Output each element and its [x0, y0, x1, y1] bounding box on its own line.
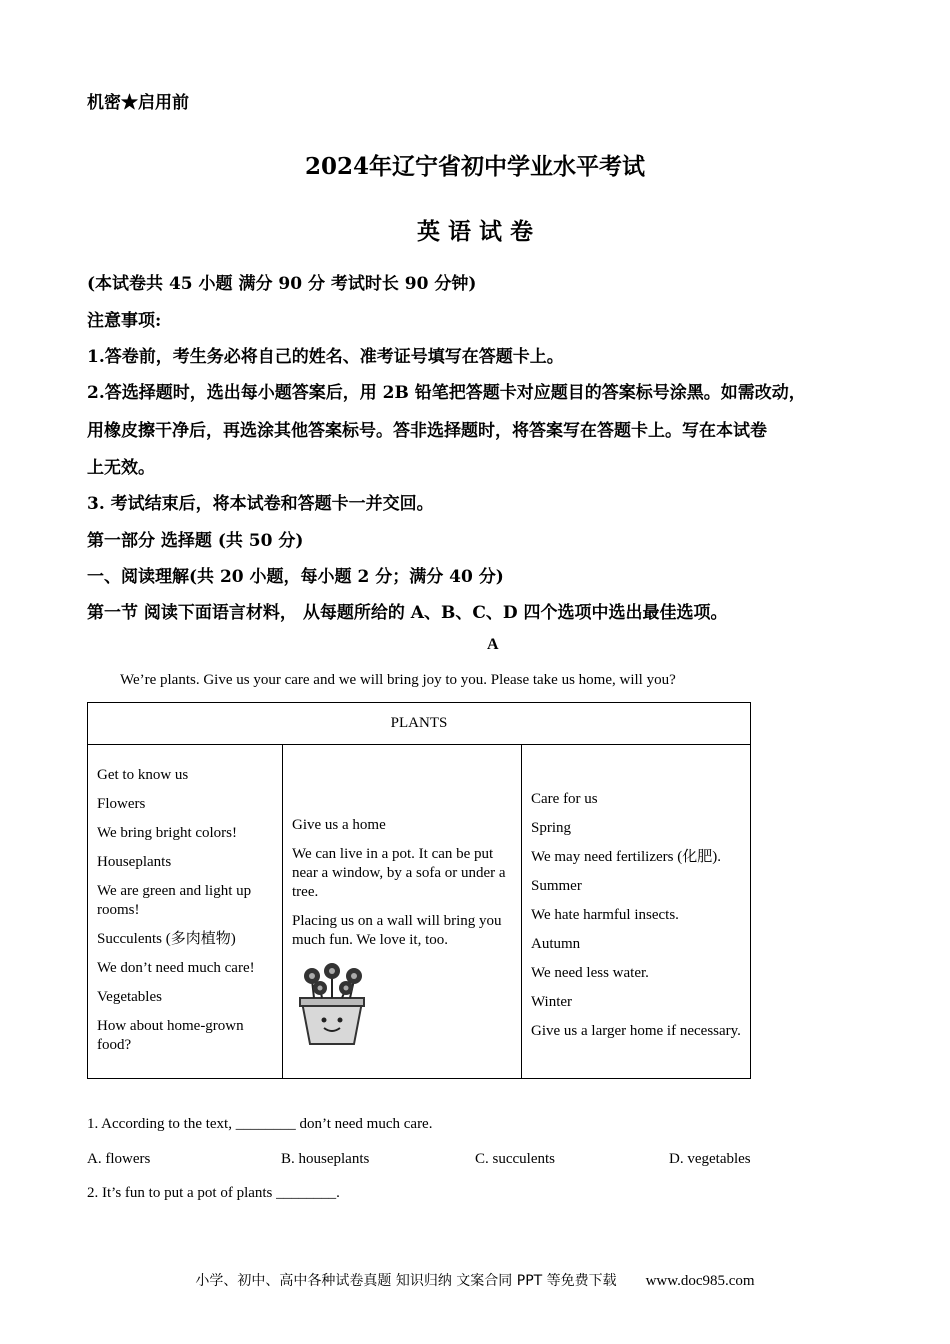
secret-label: 机密★启用前 — [87, 93, 189, 113]
footer-text: 小学、初中、高中各种试卷真题 知识归纳 文案合同 PPT 等免费下载 — [195, 1273, 617, 1289]
col1-item: How about home-grown food? — [97, 1017, 244, 1053]
question-1: 1. According to the text, ________ don’t need much care. — [87, 1116, 433, 1132]
col3-heading: Care for us — [531, 790, 598, 807]
col1-heading: Get to know us — [97, 766, 189, 783]
col1-item: Succulents (多肉植物) — [97, 930, 236, 947]
col3-item: Give us a larger home if necessary. — [531, 1022, 741, 1039]
footer-url[interactable]: www.doc985.com — [645, 1273, 755, 1289]
plants-table — [87, 702, 751, 1079]
col2-item: Placing us on a wall will bring you much fun. We love it, too. — [292, 913, 502, 948]
col2-item: We can live in a pot. It can be put near a window, by a sofa or under a tree. — [292, 846, 506, 900]
notes-heading: 注意事项: — [87, 311, 162, 331]
passage-label: A — [487, 636, 499, 653]
part-1-heading: 第一部分 选择题 (共 50 分) — [87, 531, 304, 551]
question-2: 2. It’s fun to put a pot of plants ________. — [87, 1185, 340, 1201]
col2-heading: Give us a home — [292, 817, 386, 833]
q1-option-b[interactable]: B. houseplants — [281, 1151, 370, 1167]
reading-heading: 一、阅读理解(共 20 小题，每小题 2 分；满分 40 分) — [87, 567, 504, 587]
section-1-instruction: 第一节 阅读下面语言材料， 从每题所给的 A、B、C、D 四个选项中选出最佳选项。 — [87, 603, 728, 623]
col3-item: Summer — [531, 877, 582, 894]
col1-item: We are green and light up rooms! — [97, 882, 252, 918]
potted-plant-illustration — [292, 962, 372, 1048]
q1-option-c[interactable]: C. succulents — [475, 1151, 555, 1167]
exam-title: 2024年辽宁省初中学业水平考试 — [304, 153, 645, 180]
q1-option-d[interactable]: D. vegetables — [669, 1151, 751, 1167]
page-footer — [0, 1270, 950, 1290]
plants-table-title: PLANTS — [88, 703, 751, 745]
q1-option-a[interactable]: A. flowers — [87, 1151, 151, 1167]
col3-item: We need less water. — [531, 964, 649, 981]
column-get-to-know-us — [88, 745, 283, 1079]
exam-info: (本试卷共 45 小题 满分 90 分 考试时长 90 分钟) — [87, 274, 477, 294]
note-item-2-line-3: 上无效。 — [87, 458, 155, 478]
col1-item: We don’t need much care! — [97, 959, 255, 976]
note-item-2-line-1: 2.答选择题时，选出每小题答案后，用 2B 铅笔把答题卡对应题目的答案标号涂黑。如需改动， — [87, 383, 806, 403]
note-item-2-line-2: 用橡皮擦干净后，再选涂其他答案标号。答非选择题时，将答案写在答题卡上。写在本试卷 — [87, 421, 767, 441]
note-item-1: 1.答卷前，考生务必将自己的姓名、准考证号填写在答题卡上。 — [87, 347, 564, 367]
col1-item: Houseplants — [97, 853, 172, 870]
col1-item: We bring bright colors! — [97, 824, 238, 841]
passage-intro: We’re plants. Give us your care and we will bring joy to you. Please take us home, will you? — [120, 672, 676, 688]
column-care-for-us — [522, 745, 751, 1079]
col3-item: We hate harmful insects. — [531, 906, 679, 923]
col1-item: Flowers — [97, 795, 146, 812]
note-item-3: 3. 考试结束后，将本试卷和答题卡一并交回。 — [87, 494, 434, 514]
col3-item: Autumn — [531, 935, 581, 952]
exam-subtitle: 英 语 试 卷 — [416, 218, 534, 245]
col1-item: Vegetables — [97, 988, 162, 1005]
column-give-us-a-home — [283, 745, 522, 1079]
col3-item: We may need fertilizers (化肥). — [531, 848, 721, 865]
col3-item: Winter — [531, 993, 573, 1010]
col3-item: Spring — [531, 819, 572, 836]
